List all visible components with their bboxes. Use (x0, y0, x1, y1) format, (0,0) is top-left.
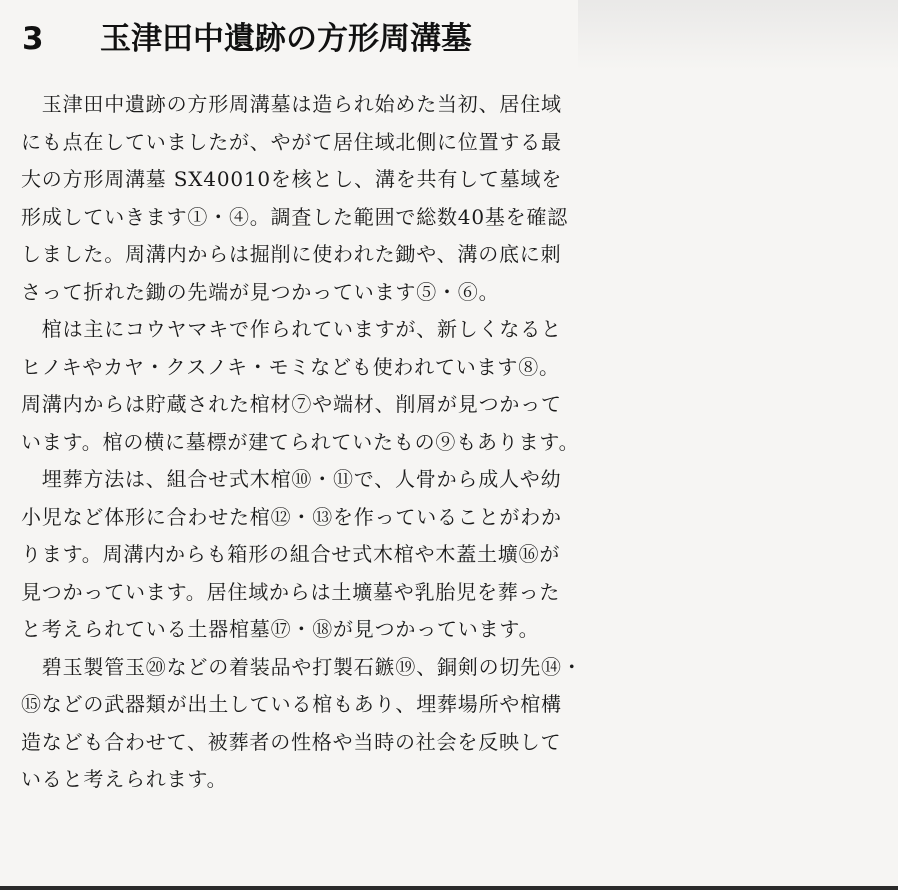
text-line: ⑮などの武器類が出土している棺もあり、埋葬場所や棺構 (21, 692, 562, 716)
text-line: います。棺の横に墓標が建てられていたもの⑨もあります。 (21, 429, 580, 454)
body-text (21, 86, 881, 799)
text-line: さって折れた鋤の先端が見つかっています⑤・⑥。 (21, 279, 500, 304)
text-line: 形成していきます①・④。調査した範囲で総数40基を確認 (21, 204, 569, 229)
text-line: 見つかっています。居住域からは土壙墓や乳胎児を葬った (21, 579, 561, 604)
text-line: 小児など体形に合わせた棺⑫・⑬を作っていることがわか (21, 504, 562, 529)
section-title: 玉津田中遺跡の方形周溝墓 (100, 21, 472, 57)
section-heading (22, 21, 472, 57)
text-line: 玉津田中遺跡の方形周溝墓は造られ始めた当初、居住域 (21, 92, 562, 116)
text-line: 埋葬方法は、組合せ式木棺⑩・⑪で、人骨から成人や幼 (21, 467, 562, 491)
text-line: 碧玉製管玉⑳などの着装品や打製石鏃⑲、銅剣の切先⑭・ (21, 654, 583, 679)
bottom-rule (0, 886, 898, 890)
bleed-through-shadow (578, 0, 898, 70)
text-line: 大の方形周溝墓 SX40010を核とし、溝を共有して墓域を (21, 167, 563, 191)
text-line: ります。周溝内からも箱形の組合せ式木棺や木蓋土壙⑯が (21, 542, 561, 566)
text-line: いると考えられます。 (21, 767, 228, 791)
text-line: にも点在していましたが、やがて居住域北側に位置する最 (21, 129, 562, 154)
text-line: と考えられている土器棺墓⑰・⑱が見つかっています。 (21, 617, 540, 641)
text-line: しました。周溝内からは掘削に使われた鋤や、溝の底に刺 (21, 242, 562, 266)
text-line: 周溝内からは貯蔵された棺材⑦や端材、削屑が見つかって (21, 392, 562, 416)
text-line: 造なども合わせて、被葬者の性格や当時の社会を反映して (21, 729, 562, 754)
text-line: 棺は主にコウヤマキで作られていますが、新しくなると (21, 317, 562, 341)
section-number: 3 (22, 21, 44, 57)
text-line: ヒノキやカヤ・クスノキ・モミなども使われています⑧。 (21, 354, 560, 379)
